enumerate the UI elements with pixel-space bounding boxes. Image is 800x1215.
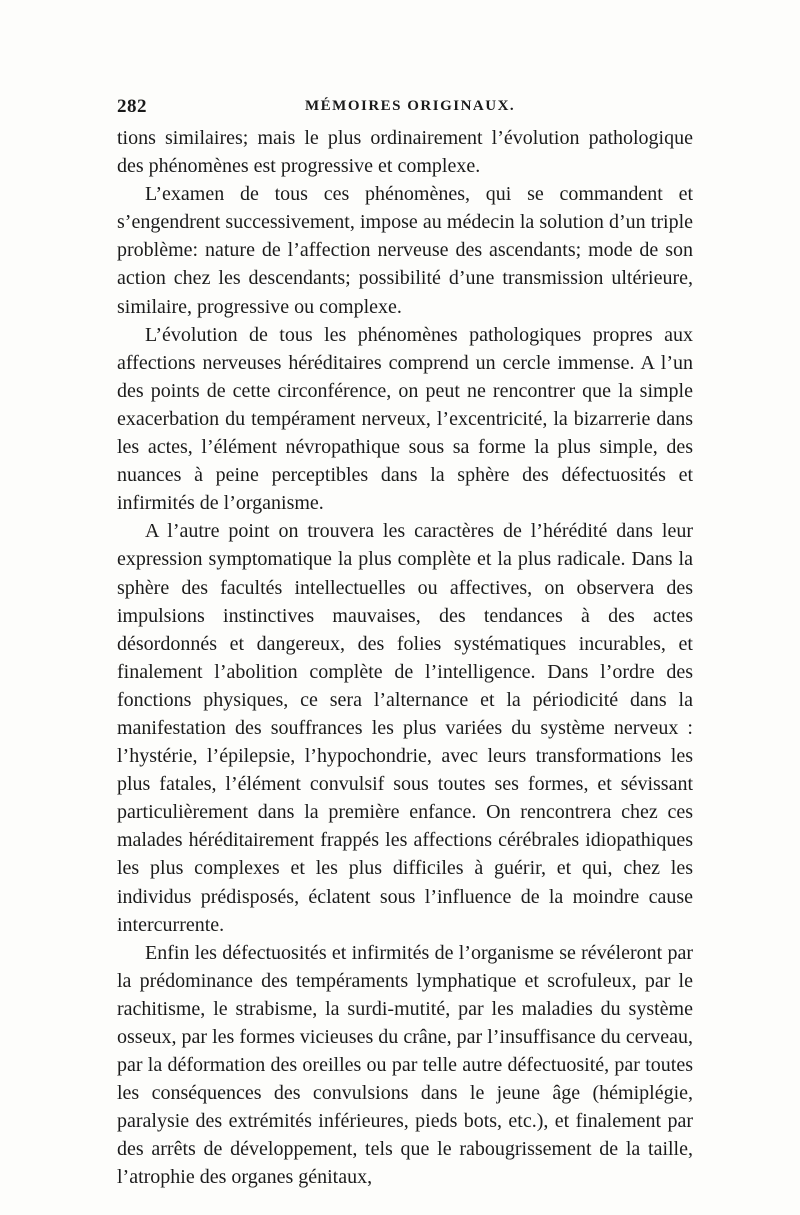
paragraph: A l’autre point on trouvera les caractères de l’hérédité dans leur expression symptomatique la plus complète et la plus radicale. Dans la sphère des facultés intellectuelles ou affectives, on observera des impulsions instinctives mauvaises, des tendances à des actes désordonnés et dangereux, des folies systématiques incurables, et finalement l’abolition complète de l’intelligence. Dans l’ordre des fonctions physiques, ce sera l’alternance et la périodicité dans la manifestation des souffrances les plus variées du système nerveux : l’hystérie, l’épilepsie, l’hypochondrie, avec leurs transformations les plus fatales, l’élément convulsif sous toutes ses formes, et sévissant particulièrement dans la première enfance. On rencontrera chez ces malades héréditairement frappés les affections cérébrales idiopathiques les plus complexes et les plus difficiles à guérir, et qui, chez les individus prédisposés, éclatent sous l’influence de la moindre cause intercurrente. <box>117 520 693 936</box>
body-text <box>117 124 693 1192</box>
running-title: MÉMOIRES ORIGINAUX. <box>305 98 516 114</box>
paragraph: L’examen de tous ces phénomènes, qui se commandent et s’engendrent successivement, impose au médecin la solution d’un triple problème: nature de l’affection nerveuse des ascendants; mode de son action chez les descendants; possibilité d’une transmission ultérieure, similaire, progressive ou complexe. <box>117 183 693 318</box>
paragraph: Enfin les défectuosités et infirmités de l’organisme se révéleront par la prédominance des tempéraments lymphatique et scrofuleux, par le rachitisme, le strabisme, la surdi-mutité, par les maladies du système osseux, par les formes vicieuses du crâne, par l’insuffisance du cerveau, par la déformation des oreilles ou par telle autre défectuosité, par toutes les conséquences des convulsions dans le jeune âge (hémiplégie, paralysie des extrémités inférieures, pieds bots, etc.), et finalement par des arrêts de développement, tels que le rabougrissement de la taille, l’atrophie des organes génitaux, <box>117 941 693 1189</box>
page-header <box>117 96 693 120</box>
page-number: 282 <box>117 96 147 117</box>
paragraph: L’évolution de tous les phénomènes pathologiques propres aux affections nerveuses héréditaires comprend un cercle immense. A l’un des points de cette circonférence, on peut ne rencontrer que la simple exacerbation du tempérament nerveux, l’excentricité, la bizarrerie dans les actes, l’élément névropathique sous sa forme la plus simple, des nuances à peine perceptibles dans la sphère des défectuosités et infirmités de l’organisme. <box>117 323 693 515</box>
paragraph-continuation: tions similaires; mais le plus ordinairement l’évolution pathologique des phénomènes est progressive et complexe. <box>117 127 693 178</box>
